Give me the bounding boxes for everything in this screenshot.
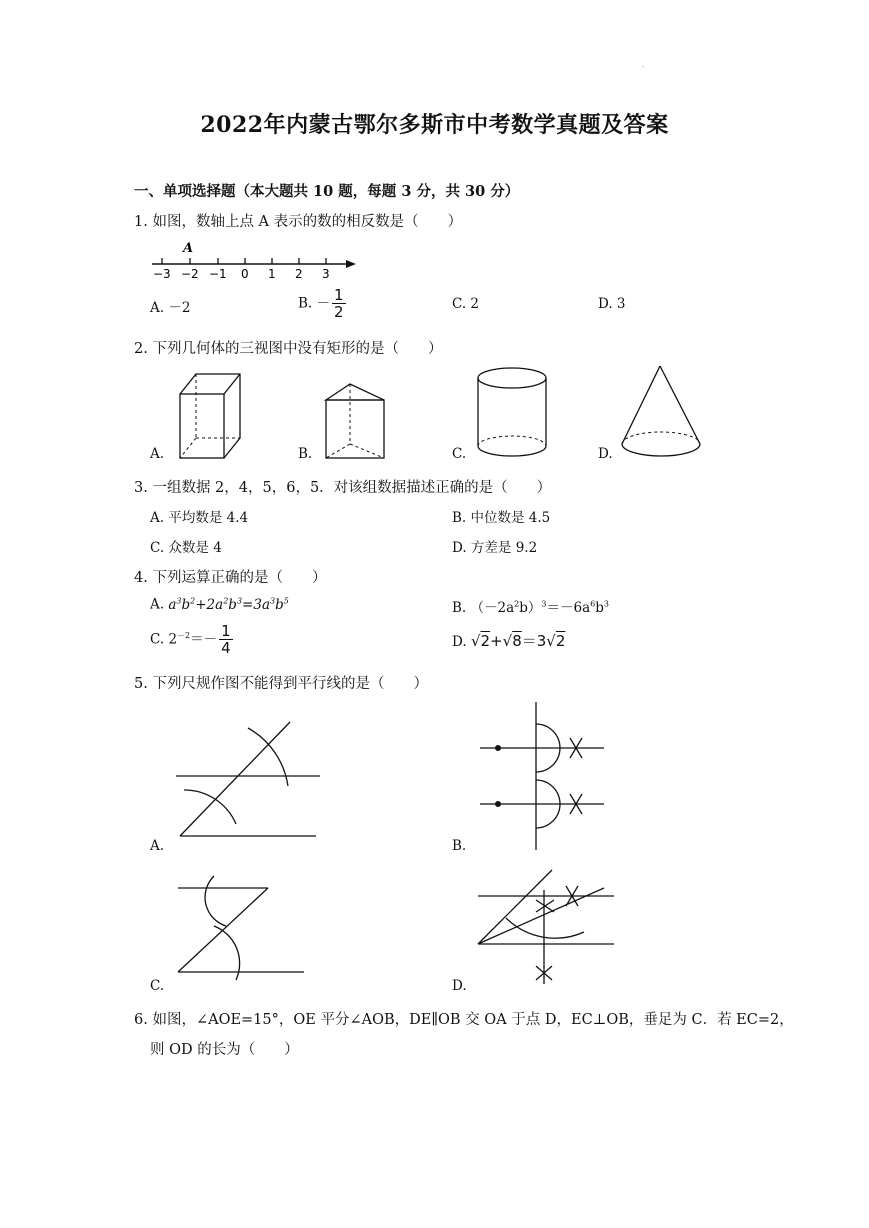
q4-option-a: A. $a^3b^2+2a^2b^3=3a^3b^5$ bbox=[150, 596, 289, 613]
tick-label: 0 bbox=[241, 267, 249, 281]
q5-option-d: D. bbox=[452, 978, 467, 994]
q2-option-b: B. bbox=[298, 446, 313, 462]
q5-option-c: C. bbox=[150, 978, 165, 994]
construction-figure-a bbox=[170, 720, 330, 844]
q4-option-c: C. $2^{-2}=-$ $\frac{1}{4}$ bbox=[150, 622, 231, 657]
fraction: $\frac{1}{2}$ bbox=[334, 286, 344, 321]
q3-option-d: D. 方差是 9.2 bbox=[452, 540, 538, 556]
tick-label: −1 bbox=[209, 267, 227, 281]
q5-option-a: A. bbox=[150, 838, 165, 854]
construction-figure-b bbox=[476, 700, 608, 852]
cuboid-figure bbox=[176, 370, 244, 462]
q5-option-b: B. bbox=[452, 838, 467, 854]
prism-figure bbox=[322, 380, 388, 462]
q6-stem-line2: 则 OD 的长为（ ） bbox=[150, 1042, 299, 1058]
q3-option-a: A. 平均数是 4.4 bbox=[150, 510, 249, 526]
cylinder-figure bbox=[474, 366, 550, 462]
q1-option-a: A. －2 bbox=[150, 300, 191, 316]
q1-option-b: B. － $\frac{1}{2}$ bbox=[298, 286, 344, 321]
q1-option-d: D. 3 bbox=[598, 296, 626, 312]
page-title: 2022年内蒙古鄂尔多斯市中考数学真题及答案 bbox=[200, 112, 669, 138]
tick-label: −2 bbox=[181, 267, 199, 281]
q4-stem: 4. 下列运算正确的是（ ） bbox=[134, 570, 327, 586]
q1-option-c: C. 2 bbox=[452, 296, 480, 312]
cone-figure bbox=[618, 364, 704, 462]
construction-figure-d bbox=[474, 868, 620, 986]
q2-option-c: C. bbox=[452, 446, 467, 462]
tick-label: 1 bbox=[268, 267, 276, 281]
construction-figure-c bbox=[172, 868, 308, 984]
section-heading: 一、单项选择题（本大题共 10 题，每题 3 分，共 30 分） bbox=[134, 183, 520, 200]
q4-option-d: D. √2+√8＝3√2 bbox=[452, 632, 566, 650]
tick-label: −3 bbox=[153, 267, 171, 281]
tick-label: 2 bbox=[295, 267, 303, 281]
q1-stem: 1. 如图，数轴上点 A 表示的数的相反数是（ ） bbox=[134, 214, 463, 230]
number-line-figure bbox=[150, 238, 360, 280]
q2-stem: 2. 下列几何体的三视图中没有矩形的是（ ） bbox=[134, 341, 443, 357]
q6-stem-line1: 6. 如图，∠AOE=15°，OE 平分∠AOB，DE∥OB 交 OA 于点 D，EC⊥OB，垂足为 C．若 EC=2， bbox=[134, 1012, 794, 1028]
q2-option-d: D. bbox=[598, 446, 613, 462]
q4-option-b: B. $(-2a^2b)^3=-6a^6b^3$ bbox=[452, 599, 609, 616]
fraction: $\frac{1}{4}$ bbox=[221, 622, 231, 657]
point-a-label: A bbox=[183, 241, 194, 256]
corner-mark: . bbox=[642, 60, 645, 69]
q3-stem: 3. 一组数据 2，4，5，6，5．对该组数据描述正确的是（ ） bbox=[134, 480, 552, 496]
q3-option-c: C. 众数是 4 bbox=[150, 540, 222, 556]
q2-option-a: A. bbox=[150, 446, 165, 462]
tick-label: 3 bbox=[322, 267, 330, 281]
q3-option-b: B. 中位数是 4.5 bbox=[452, 510, 551, 526]
q5-stem: 5. 下列尺规作图不能得到平行线的是（ ） bbox=[134, 676, 428, 692]
